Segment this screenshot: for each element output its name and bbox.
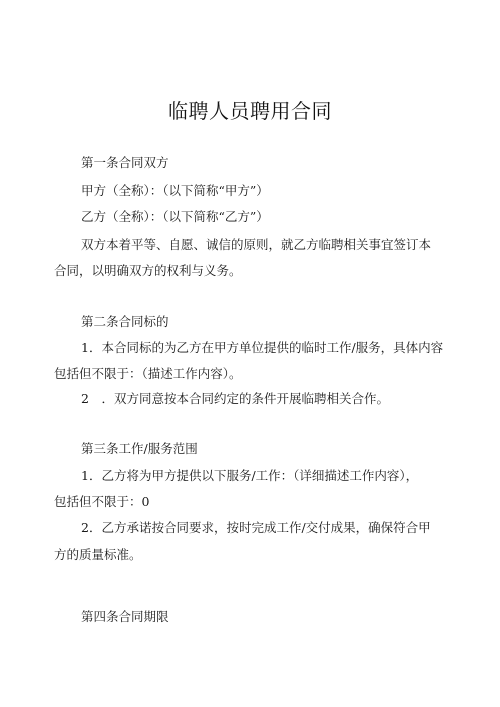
section-2-heading: 第二条合同标的 [81, 314, 169, 329]
clause-line: 包括但不限于：（描述工作内容）。 [54, 366, 242, 381]
party-b-line: 乙方（全称）：（以下简称“乙方”） [81, 209, 269, 224]
section-4-heading: 第四条合同期限 [81, 609, 169, 624]
document-title: 临聘人员聘用合同 [168, 99, 332, 123]
section-1-heading: 第一条合同双方 [81, 155, 169, 170]
party-a-line: 甲方（全称）：（以下简称“甲方”） [81, 183, 269, 198]
clause-line: 1．本合同标的为乙方在甲方单位提供的临时工作/服务，具体内容 [81, 340, 444, 355]
paragraph-line: 合同，以明确双方的权利与义务。 [54, 263, 242, 278]
clause-line: 1．乙方将为甲方提供以下服务/工作：（详细描述工作内容）， [81, 468, 419, 483]
clause-line: 2．乙方承诺按合同要求，按时完成工作/交付成果，确保符合甲 [81, 520, 431, 535]
clause-line: 2 ．双方同意按本合同约定的条件开展临聘相关合作。 [81, 391, 389, 406]
section-3-heading: 第三条工作/服务范围 [81, 441, 198, 456]
clause-line: 方的质量标准。 [54, 547, 142, 562]
clause-line: 包括但不限于：0 [54, 494, 150, 509]
paragraph-line: 双方本着平等、自愿、诚信的原则，就乙方临聘相关事宜签订本 [81, 237, 432, 252]
